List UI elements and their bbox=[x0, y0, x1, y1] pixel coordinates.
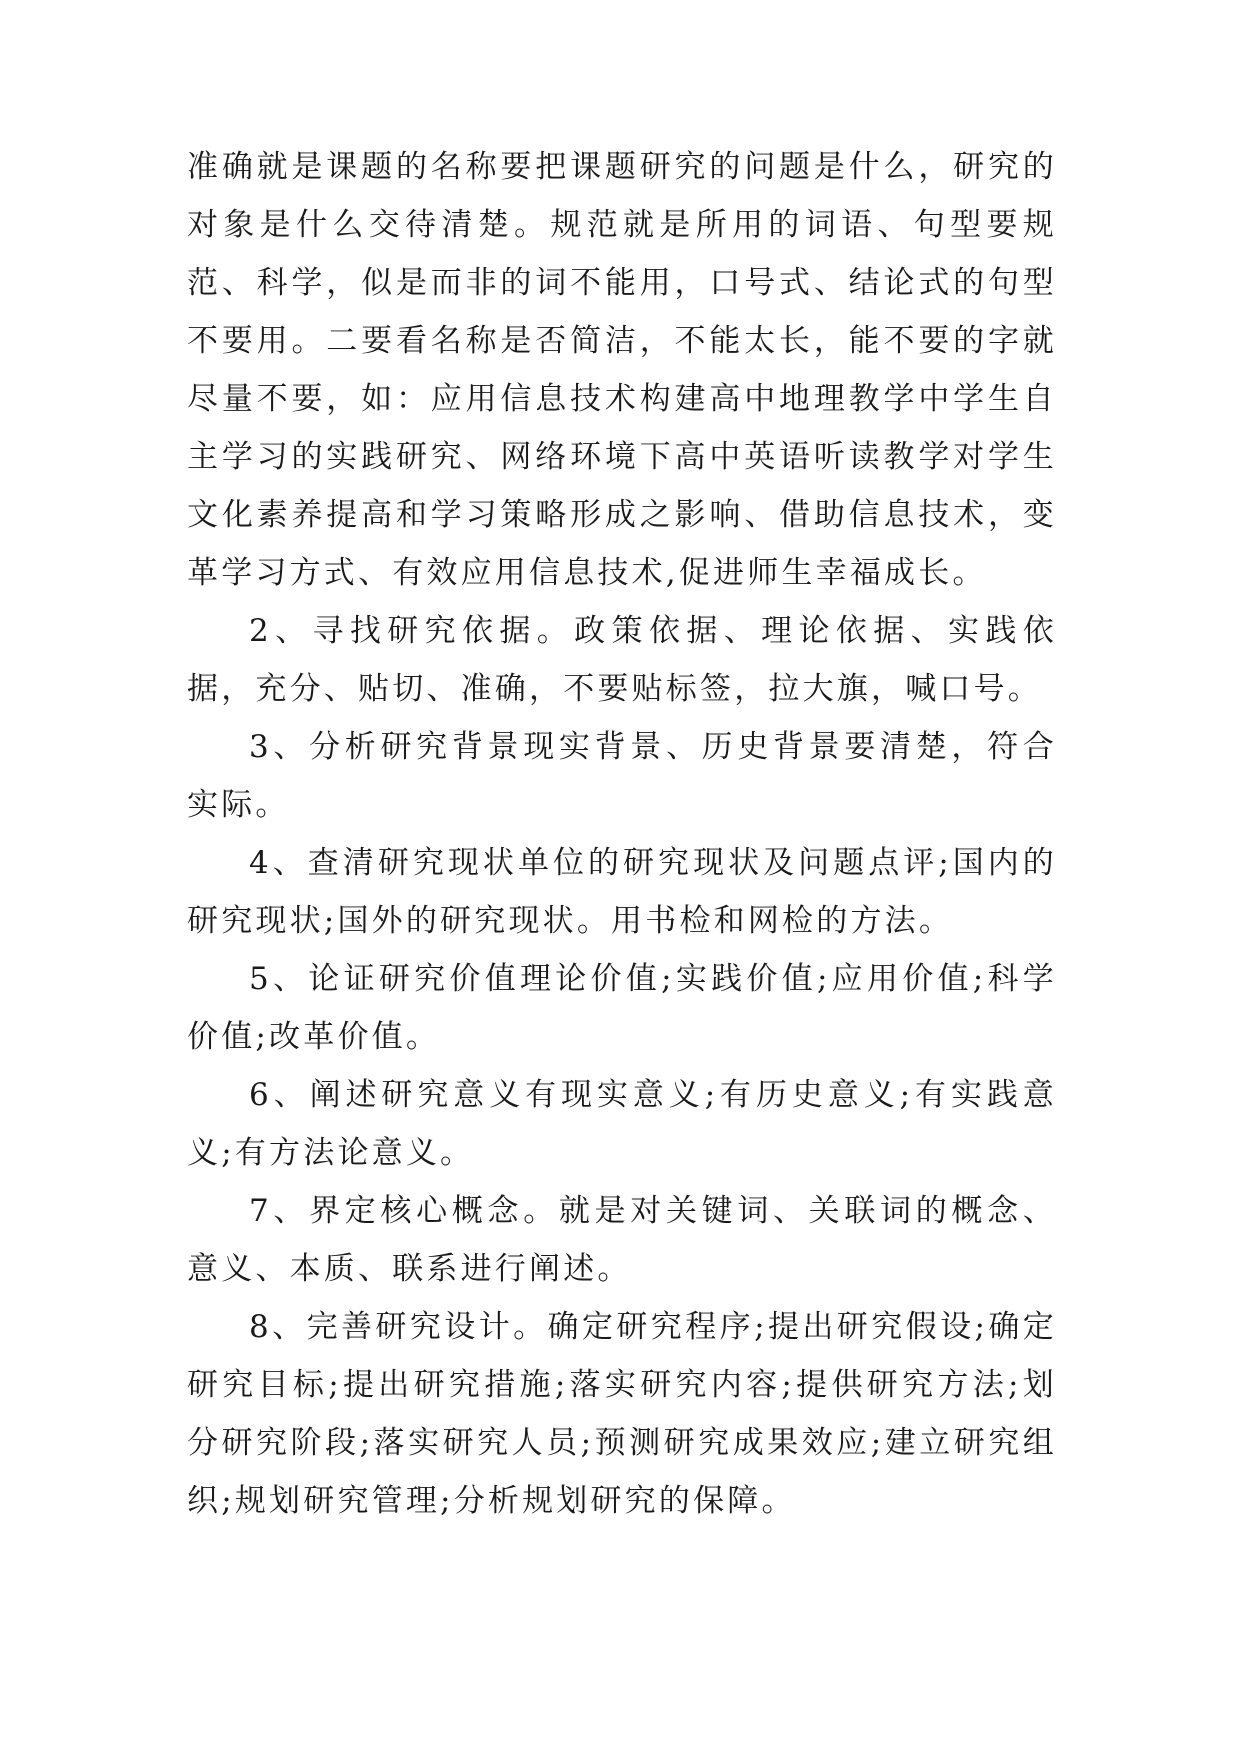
paragraph-item-6: 6、阐述研究意义有现实意义;有历史意义;有实践意义;有方法论意义。 bbox=[187, 1077, 1057, 1171]
paragraph-continuation: 准确就是课题的名称要把课题研究的问题是什么，研究的对象是什么交待清楚。规范就是所用的词语、句型要规范、科学，似是而非的词不能用，口号式、结论式的句型不要用。二要看名称是否简洁，不能太长，能不要的字就尽量不要，如：应用信息技术构建高中地理教学中学生自主学习的实践研究、网络环境下高中英语听读教学对学生文化素养提高和学习策略形成之影响、借助信息技术，变革学习方式、有效应用信息技术,促进师生幸福成长。 bbox=[187, 149, 1057, 591]
paragraph-item-2: 2、寻找研究依据。政策依据、理论依据、实践依据，充分、贴切、准确，不要贴标签，拉大旗，喊口号。 bbox=[187, 613, 1057, 707]
paragraph-item-8: 8、完善研究设计。确定研究程序;提出研究假设;确定研究目标;提出研究措施;落实研究内容;提供研究方法;划分研究阶段;落实研究人员;预测研究成果效应;建立研究组织;规划研究管理;分析规划研究的保障。 bbox=[187, 1309, 1057, 1519]
paragraph-item-3: 3、分析研究背景现实背景、历史背景要清楚，符合实际。 bbox=[187, 729, 1057, 823]
paragraph-item-7: 7、界定核心概念。就是对关键词、关联词的概念、意义、本质、联系进行阐述。 bbox=[187, 1193, 1057, 1287]
paragraph-item-4: 4、查清研究现状单位的研究现状及问题点评;国内的研究现状;国外的研究现状。用书检和网检的方法。 bbox=[187, 845, 1057, 939]
paragraph-item-5: 5、论证研究价值理论价值;实践价值;应用价值;科学价值;改革价值。 bbox=[187, 961, 1057, 1055]
document-body bbox=[187, 138, 1057, 1530]
